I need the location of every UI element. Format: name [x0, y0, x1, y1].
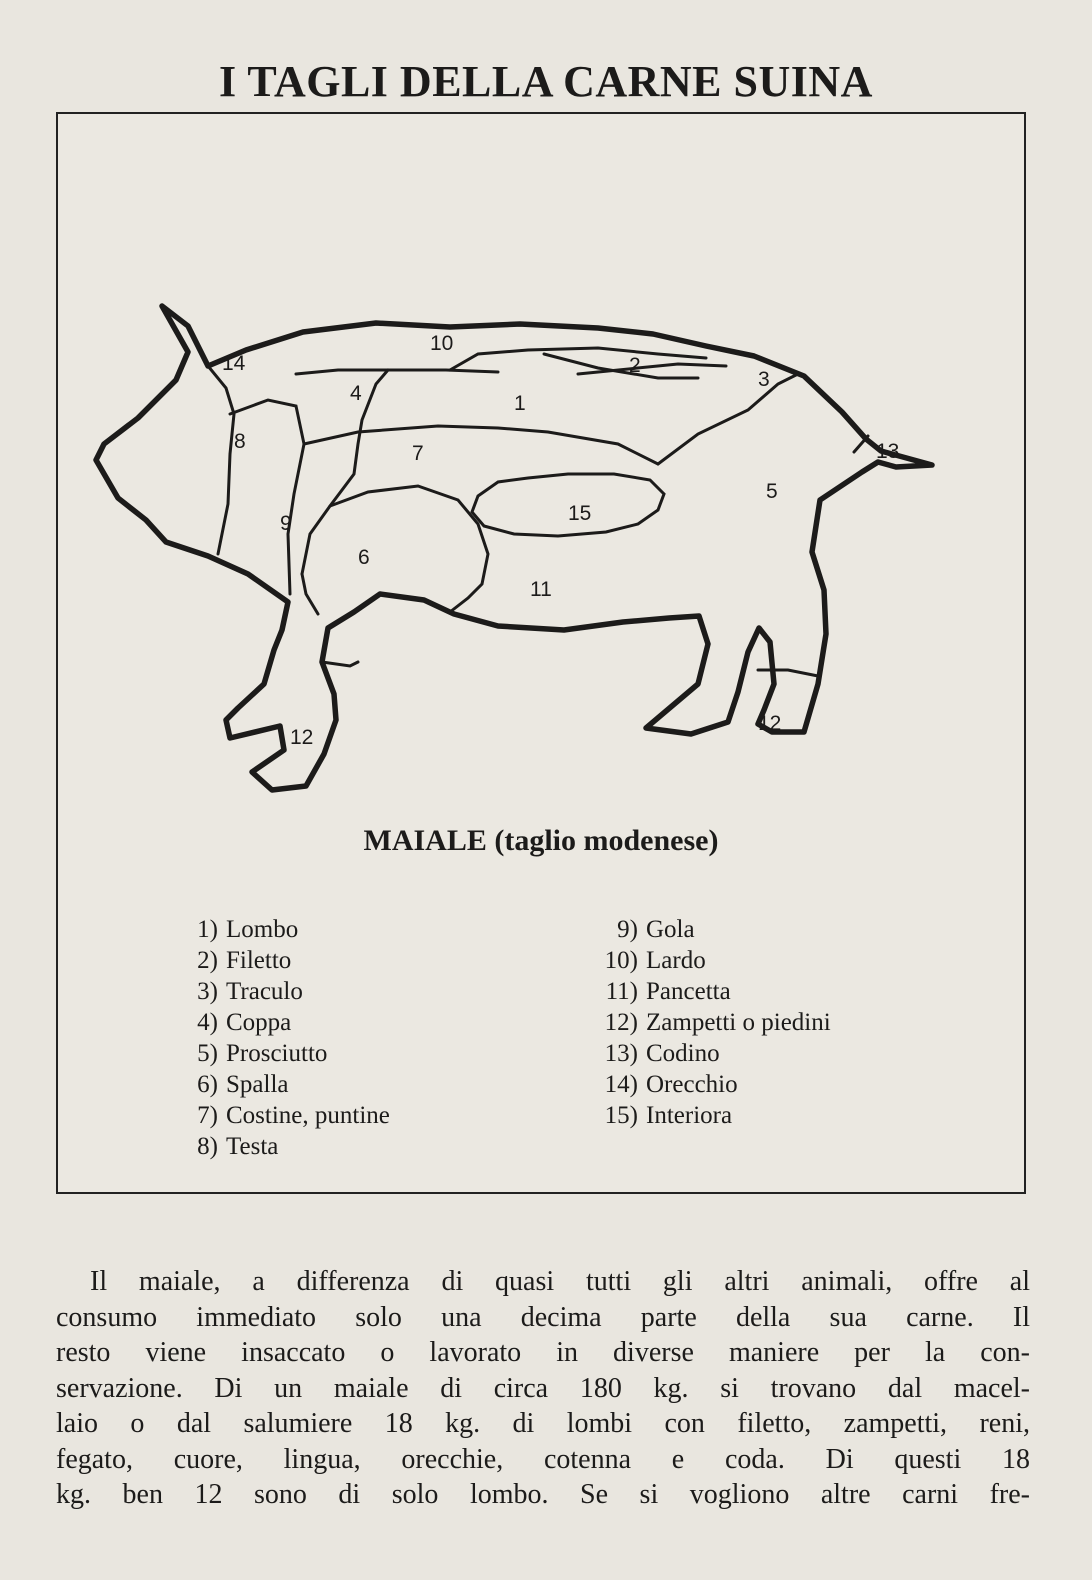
legend-number: 3) — [197, 978, 218, 1005]
legend-number: 7) — [197, 1102, 218, 1129]
cut-label-5: 5 — [766, 480, 778, 503]
legend-item — [178, 945, 390, 976]
cut-label-4: 4 — [350, 382, 362, 405]
legend-label: Lombo — [226, 916, 299, 943]
legend-item — [598, 1069, 831, 1100]
cut-label-1: 1 — [514, 392, 526, 415]
legend-label: Filetto — [226, 947, 292, 974]
legend-item — [178, 1131, 390, 1162]
legend-label: Orecchio — [646, 1071, 738, 1098]
cut-label-12-rear: 12 — [758, 712, 782, 735]
legend-number: 12) — [604, 1009, 638, 1036]
legend-label: Lardo — [646, 947, 706, 974]
legend-item — [178, 1069, 390, 1100]
legend-number: 9) — [617, 916, 638, 943]
legend-number: 4) — [197, 1009, 218, 1036]
legend-number: 15) — [604, 1102, 638, 1129]
legend-label: Gola — [646, 916, 695, 943]
body-paragraph — [56, 1264, 1030, 1513]
legend-item — [598, 914, 831, 945]
legend-number: 8) — [197, 1133, 218, 1160]
legend-item — [598, 976, 831, 1007]
cut-label-7: 7 — [412, 442, 424, 465]
paragraph-line: kg. ben 12 sono di solo lombo. Se si vogliono altre carni fre- — [56, 1479, 1030, 1510]
legend-label: Spalla — [226, 1071, 289, 1098]
paragraph-line: consumo immediato solo una decima parte della sua carne. Il — [56, 1301, 1030, 1333]
legend-label: Zampetti o piedini — [646, 1009, 831, 1036]
legend-column-right — [598, 914, 831, 1131]
legend-item — [598, 1038, 831, 1069]
legend-label: Traculo — [226, 978, 303, 1005]
paragraph-line: laio o dal salumiere 18 kg. di lombi con filetto, zampetti, reni, — [56, 1408, 1030, 1439]
page-title: I TAGLI DELLA CARNE SUINA — [219, 57, 873, 106]
legend-number: 2) — [197, 947, 218, 974]
legend-number: 6) — [197, 1071, 218, 1098]
legend-item — [178, 976, 390, 1007]
cut-label-11: 11 — [530, 578, 552, 601]
legend-label: Costine, puntine — [226, 1102, 390, 1129]
legend-number: 5) — [197, 1040, 218, 1067]
legend-number: 14) — [604, 1071, 638, 1098]
legend-column-left — [178, 914, 390, 1162]
legend-item — [178, 914, 390, 945]
cut-label-12-front: 12 — [290, 726, 314, 749]
cut-label-13: 13 — [876, 440, 900, 463]
legend-item — [598, 945, 831, 976]
cut-label-6: 6 — [358, 546, 370, 569]
legend-item — [598, 1100, 831, 1131]
legend-number: 10) — [604, 947, 638, 974]
legend-item — [178, 1038, 390, 1069]
cut-label-8: 8 — [234, 430, 246, 453]
legend-label: Pancetta — [646, 978, 731, 1005]
figure-caption: MAIALE (taglio modenese) — [363, 824, 719, 857]
pig-outline — [96, 306, 932, 790]
legend-item — [178, 1007, 390, 1038]
cut-label-3: 3 — [758, 368, 770, 391]
legend-item — [598, 1007, 831, 1038]
cut-label-10: 10 — [430, 332, 454, 355]
paragraph-line: resto viene insaccato o lavorato in diverse maniere per la con- — [56, 1337, 1030, 1368]
pig-cuts-diagram — [58, 114, 1024, 814]
paragraph-line: fegato, cuore, lingua, orecchie, cotenna e coda. Di questi 18 — [56, 1443, 1030, 1475]
cut-label-15: 15 — [568, 502, 592, 525]
legend-label: Testa — [226, 1133, 279, 1160]
legend-number: 13) — [604, 1040, 638, 1067]
legend-label: Codino — [646, 1040, 720, 1067]
cut-label-9: 9 — [280, 512, 292, 535]
cut-label-2: 2 — [629, 354, 641, 377]
legend-number: 11) — [605, 978, 638, 1005]
figure-box — [56, 112, 1026, 1194]
legend-label: Prosciutto — [226, 1040, 328, 1067]
legend-item — [178, 1100, 390, 1131]
legend-label: Coppa — [226, 1009, 292, 1036]
legend-number: 1) — [197, 916, 218, 943]
legend-label: Interiora — [646, 1102, 733, 1129]
paragraph-line: servazione. Di un maiale di circa 180 kg. si trovano dal macel- — [56, 1372, 1030, 1404]
cut-number-labels — [222, 332, 899, 749]
paragraph-line: Il maiale, a differenza di quasi tutti gli altri animali, offre al — [90, 1266, 1030, 1297]
cut-label-14: 14 — [222, 352, 246, 375]
